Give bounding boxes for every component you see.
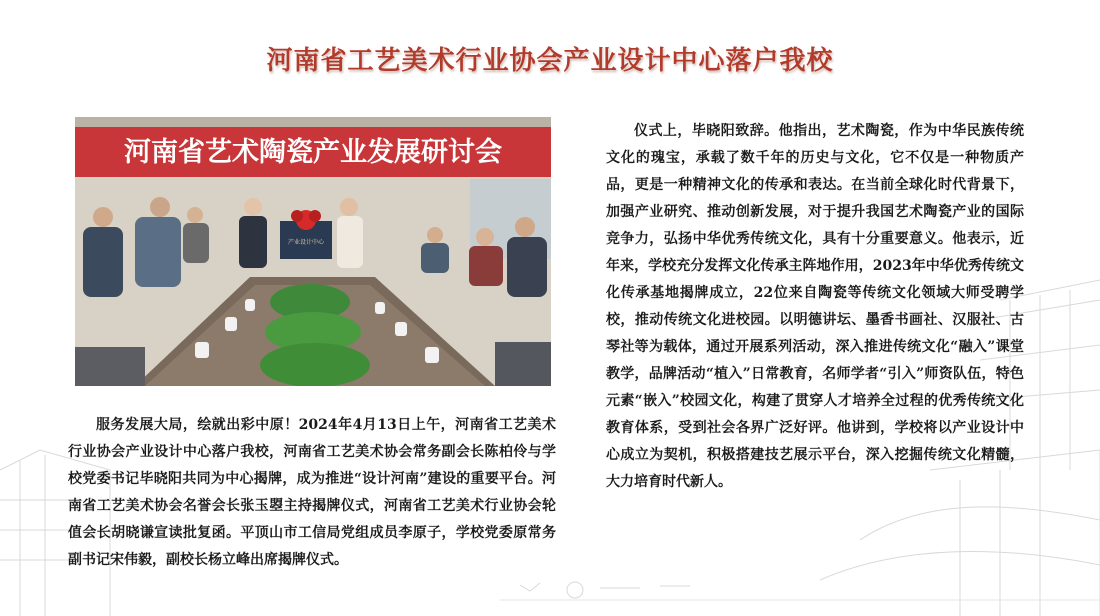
banner-text: 河南省艺术陶瓷产业发展研讨会	[124, 137, 502, 168]
plaque-text: 产业设计中心	[287, 239, 325, 246]
left-article-text	[68, 412, 556, 574]
right-paragraph: 仪式上，毕晓阳致辞。他指出，艺术陶瓷，作为中华民族传统文化的瑰宝，承载了数千年的历史与文化，它不仅是一种物质产品，更是一种精神文化的传承和表达。在当前全球化时代背景下，加强产业研究、推动创新发展，对于提升我国艺术陶瓷产业的国际竞争力，弘扬中华优秀传统文化，具有十分重要意义。他表示，近年来，学校充分发挥文化传承主阵地作用，2023年中华优秀传统文化传承基地揭牌成立，22位来自陶瓷等传统文化领域大师受聘学校，推动传统文化进校园。以明德讲坛、墨香书画社、汉服社、古琴社等为载体，通过开展系列活动，深入推进传统文化“融入”课堂教学，品牌活动“植入”日常教育，名师学者“引入”师资队伍，特色元素“嵌入”校园文化，构建了贯穿人才培养全过程的优秀传统文化教育体系，受到社会各界广泛好评。他讲到，学校将以产业设计中心成立为契机，积极搭建技艺展示平台，深入挖掘传统文化精髓，大力培育时代新人。	[606, 123, 1024, 490]
page-title: 河南省工艺美术行业协会产业设计中心落户我校	[266, 46, 834, 76]
left-paragraph: 服务发展大局，绘就出彩中原！2024年4月13日上午，河南省工艺美术行业协会产业设计中心落户我校，河南省工艺美术协会常务副会长陈柏伶与学校党委书记毕晓阳共同为中心揭牌，成为推进“设计河南”建设的重要平台。河南省工艺美术协会名誉会长张玉曌主持揭牌仪式，河南省工艺美术行业协会轮值会长胡晓谦宣读批复函。平顶山市工信局党组成员李原子，学校党委原常务副书记宋伟毅，副校长杨立峰出席揭牌仪式。	[68, 417, 556, 568]
event-photo	[75, 117, 551, 386]
ceremony-photo-illustration	[75, 117, 551, 386]
right-article-text	[606, 118, 1024, 496]
